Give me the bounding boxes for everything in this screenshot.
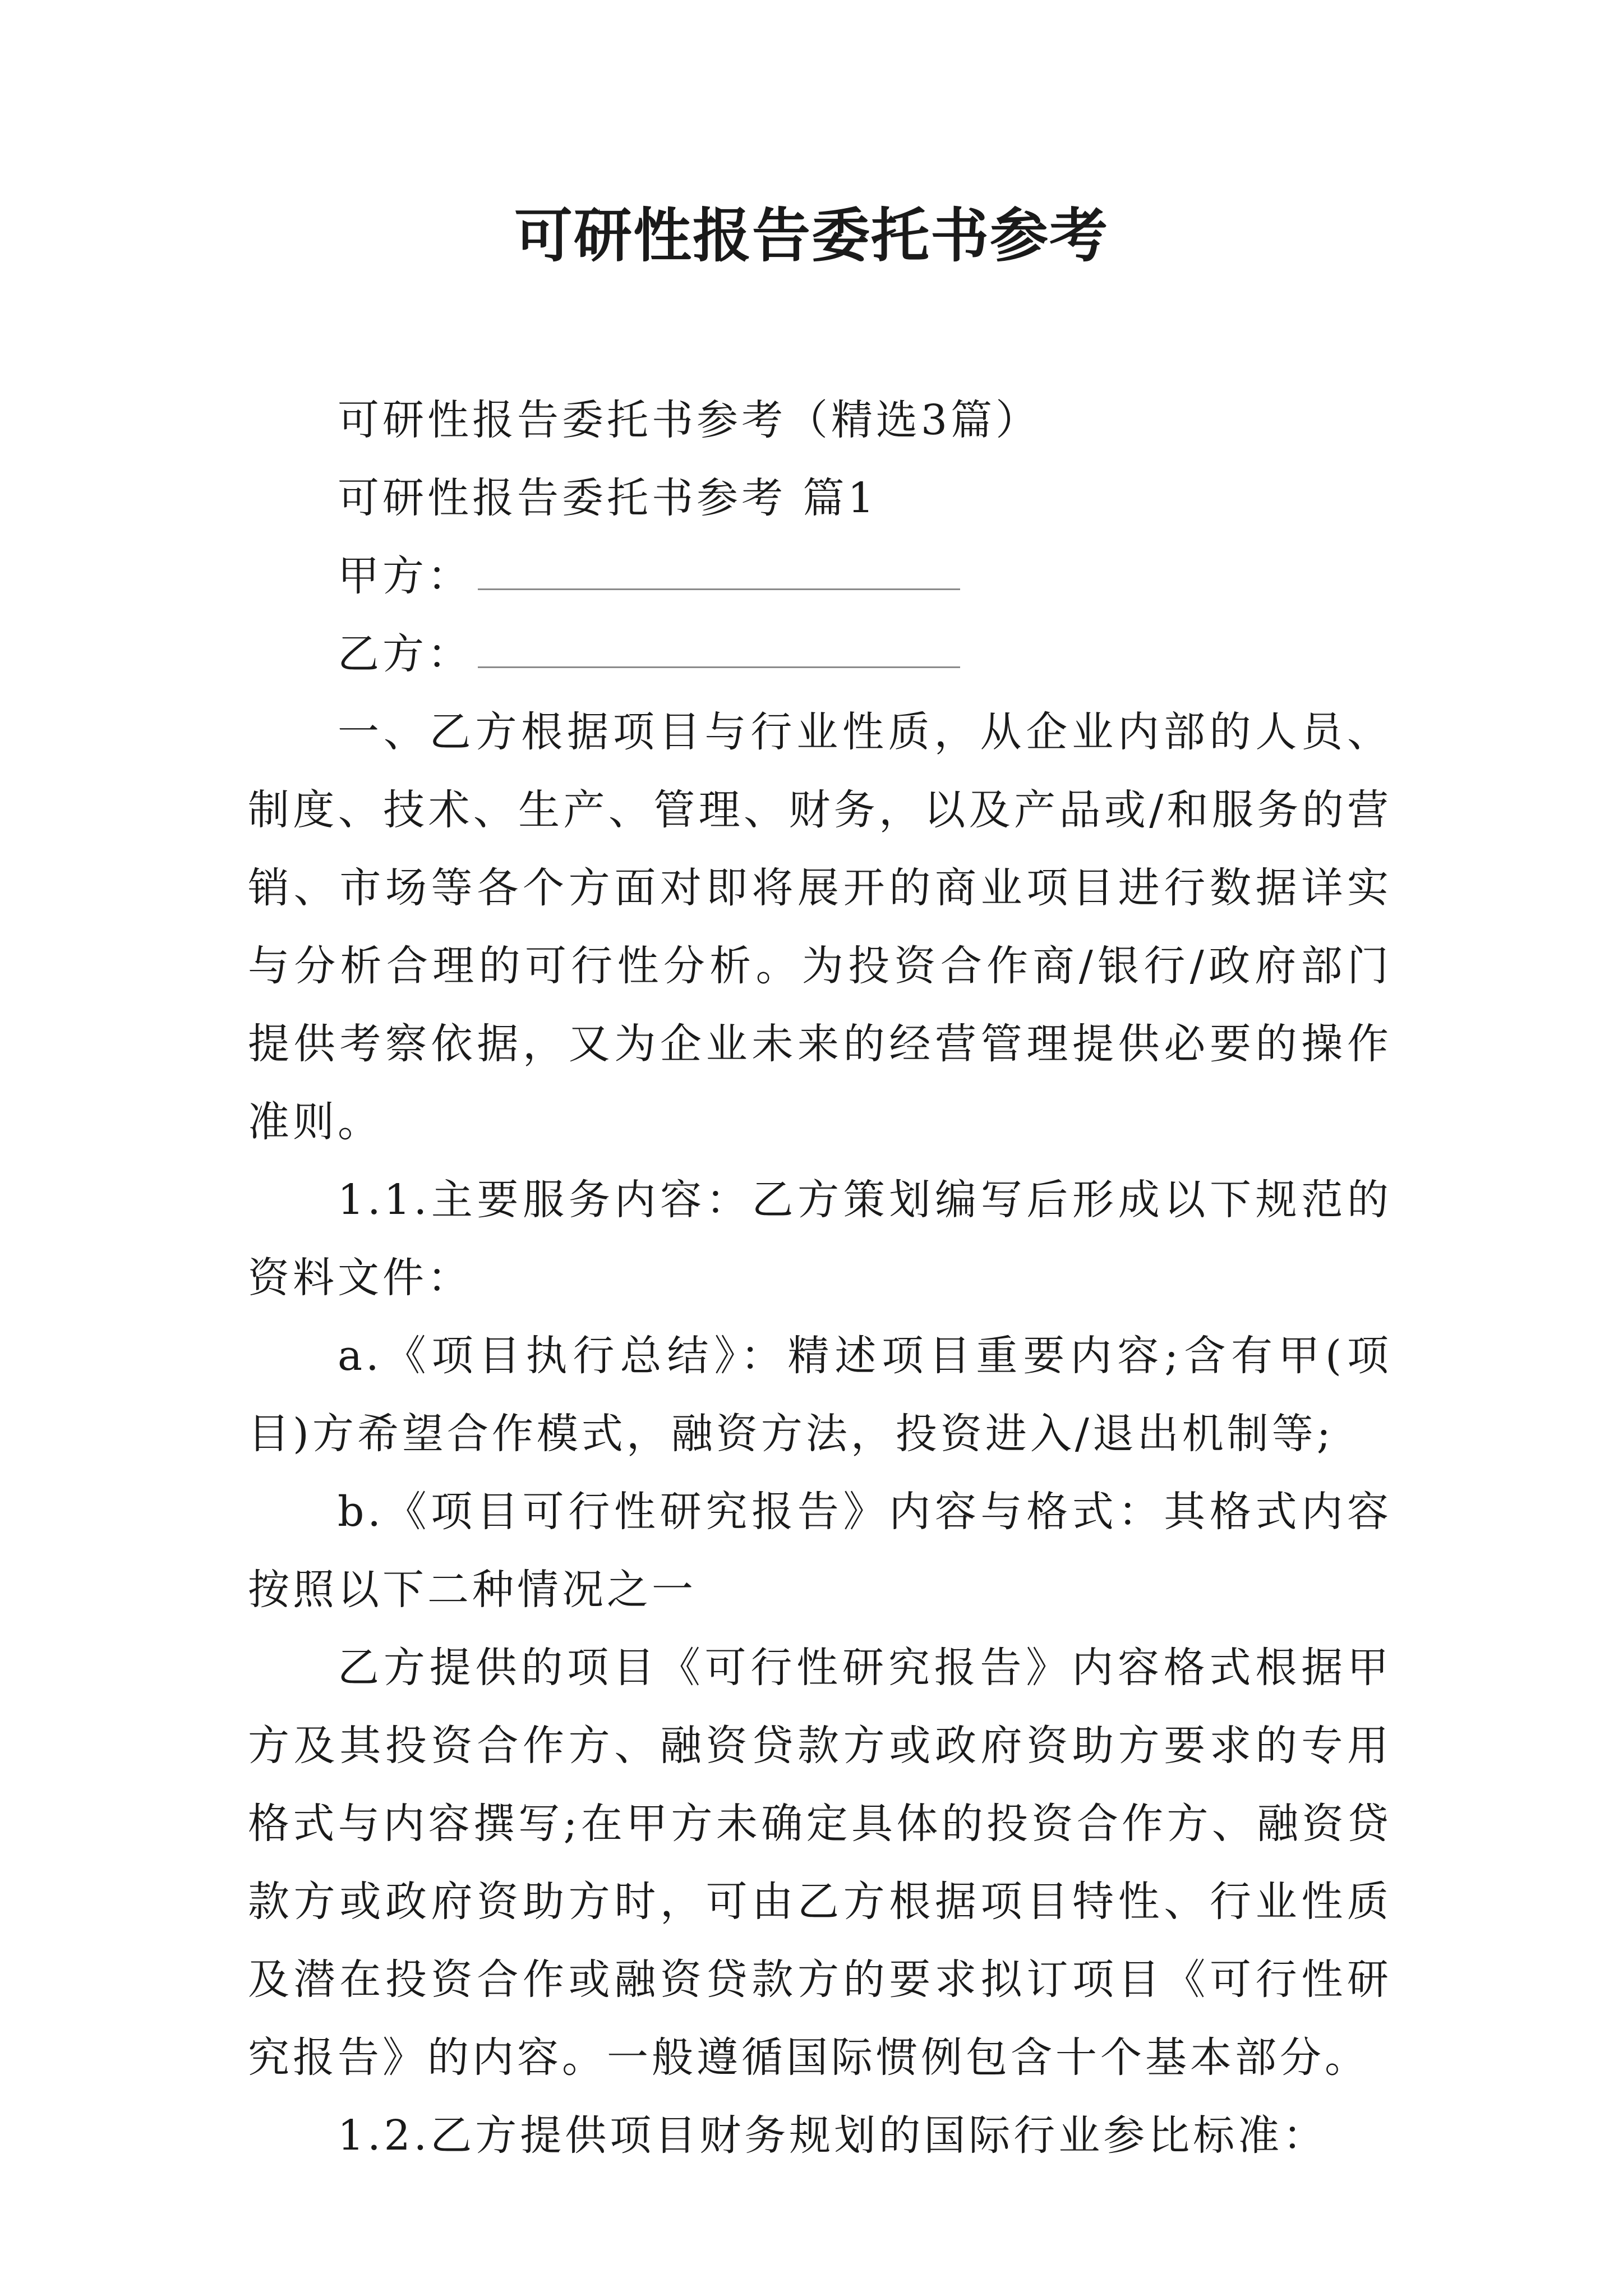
paragraph-b: b.《项目可行性研究报告》内容与格式：其格式内容按照以下二种情况之一 [248,1488,1392,1614]
party-a-line [248,537,1392,615]
party-b-line [248,615,1392,693]
paragraph-scope: 一、乙方根据项目与行业性质，从企业内部的人员、制度、技术、生产、管理、财务，以及产品或/和服务的营销、市场等各个方面对即将展开的商业项目进行数据详实与分析合理的可行性分析。为投资合作商/银行/政府部门提供考察依据，又为企业未来的经营管理提供必要的操作准则。 [248,708,1392,1146]
document-body [248,381,1392,2175]
document-subtitle: 可研性报告委托书参考（精选3篇） [338,396,1041,444]
party-b-blank [478,644,960,668]
paragraph-1-2: 1.2.乙方提供项目财务规划的国际行业参比标准： [338,2111,1328,2160]
document-title: 可研性报告委托书参考 [514,201,1109,270]
section-heading: 可研性报告委托书参考 篇1 [338,474,878,522]
paragraph-report-format: 乙方提供的项目《可行性研究报告》内容格式根据甲方及其投资合作方、融资贷款方或政府资助方要求的专用格式与内容撰写;在甲方未确定具体的投资合作方、融资贷款方或政府资助方时，可由乙方根据项目特性、行业性质及潜在投资合作或融资贷款方的要求拟订项目《可行性研究报告》的内容。一般遵循国际惯例包含十个基本部分。 [248,1644,1392,2082]
party-b-label: 乙方： [338,630,472,678]
party-a-label: 甲方： [338,552,472,600]
party-a-blank [478,566,960,590]
paragraph-a: a.《项目执行总结》：精述项目重要内容;含有甲(项目)方希望合作模式，融资方法，投资进入/退出机制等; [248,1332,1392,1458]
paragraph-1-1: 1.1.主要服务内容：乙方策划编写后形成以下规范的资料文件： [248,1176,1392,1302]
